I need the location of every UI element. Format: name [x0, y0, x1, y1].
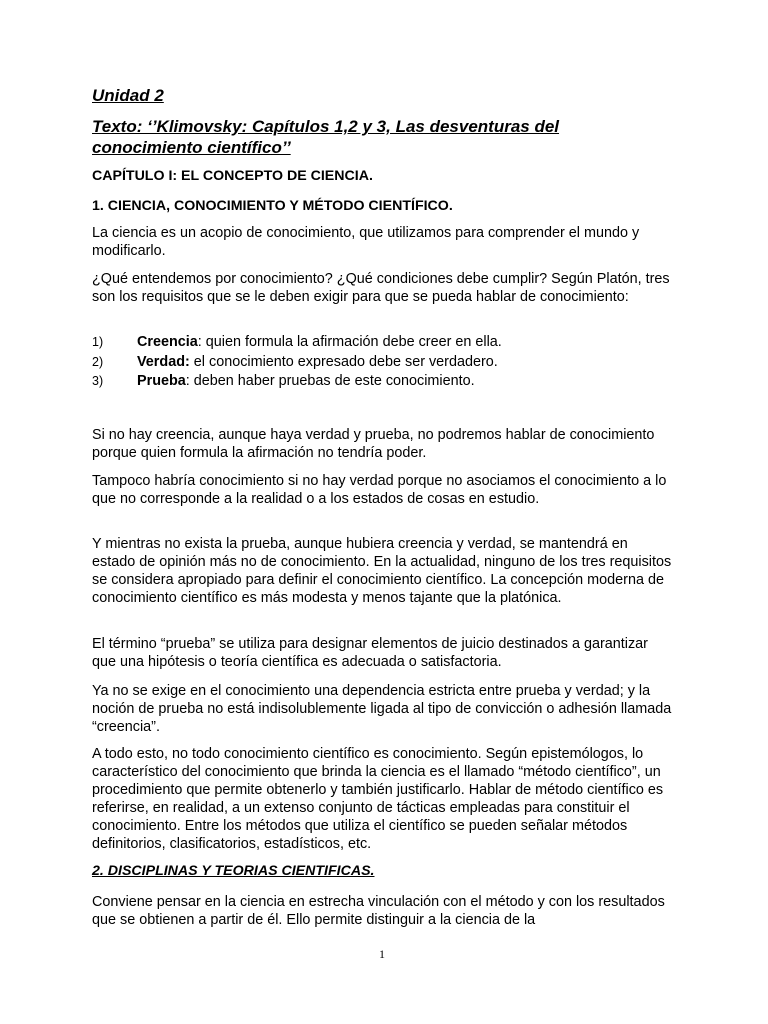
paragraph-prueba: Y mientras no exista la prueba, aunque hubiera creencia y verdad, se mantendrá en estado de opinión más no de conocimiento. En la actualidad, ninguno de los tres requisitos se considera apropiado para definir el conocimiento científico. La concepción moderna de conocimiento científico es más modesta y menos tajante que la platónica. [92, 536, 672, 606]
requirement-term: Creencia [137, 334, 198, 350]
requirement-text: : quien formula la afirmación debe creer en ella. [197, 334, 502, 350]
paragraph-dependencia: Ya no se exige en el conocimiento una dependencia estricta entre prueba y verdad; y la noción de prueba no está indisolublemente ligada al tipo de convicción o adhesión llamada “creencia”. [92, 683, 672, 735]
paragraph-termino-prueba: El término “prueba” se utiliza para designar elementos de juicio destinados a garantizar que una hipótesis o teoría científica es adecuada o satisfactoria. [92, 636, 648, 670]
paragraph-metodo-cientifico: A todo esto, no todo conocimiento científico es conocimiento. Según epistemólogos, lo característico del conocimiento que brinda la ciencia es el llamado “método científico”, un procedimiento que permite obtenerlo y también justificarlo. Hablar de método científico es referirse, en realidad, a un extenso conjunto de tácticas empleadas para constituir el conocimiento. Entre los métodos que utiliza el científico se pueden señalar métodos definitorios, clasificatorios, estadísticos, etc. [92, 746, 664, 852]
section2-heading: 2. DISCIPLINAS Y TEORIAS CIENTIFICAS. [92, 863, 375, 879]
list-number: 3) [92, 374, 104, 388]
requirements-list [92, 333, 672, 392]
paragraph-creencia: Si no hay creencia, aunque haya verdad y prueba, no podremos hablar de conocimiento porque quien formula la afirmación no tendría poder. [92, 427, 655, 461]
requirement-text: : deben haber pruebas de este conocimiento. [185, 373, 475, 389]
paragraph-verdad: Tampoco habría conocimiento si no hay verdad porque no asociamos el conocimiento a lo que no corresponde a la realidad o a los estados de cosas en estudio. [92, 473, 667, 507]
list-item [92, 333, 672, 353]
section1-heading: 1. CIENCIA, CONOCIMIENTO Y MÉTODO CIENTÍFICO. [92, 198, 453, 214]
list-item [92, 372, 672, 392]
page-number: 1 [379, 947, 385, 961]
paragraph-disciplinas: Conviene pensar en la ciencia en estrecha vinculación con el método y con los resultados que se obtienen a partir de él. Ello permite distinguir a la ciencia de la [92, 894, 665, 928]
list-number: 2) [92, 354, 104, 369]
unit-title: Unidad 2 [92, 86, 164, 105]
list-item [92, 353, 672, 373]
requirement-text: el conocimiento expresado debe ser verdadero. [189, 353, 498, 370]
requirement-term: Prueba [137, 373, 186, 389]
text-title: Texto: ‘’Klimovsky: Capítulos 1,2 y 3, Las desventuras del conocimiento científico’’ [92, 117, 560, 157]
paragraph-conocimiento-condiciones: ¿Qué entendemos por conocimiento? ¿Qué condiciones debe cumplir? Según Platón, tres son los requisitos que se le deben exigir para que se pueda hablar de conocimiento: [92, 271, 670, 305]
requirement-term: Verdad: [137, 353, 190, 370]
list-number: 1) [92, 335, 104, 349]
paragraph-ciencia-definicion: La ciencia es un acopio de conocimiento, que utilizamos para comprender el mundo y modificarlo. [92, 225, 640, 259]
chapter-heading: CAPÍTULO I: EL CONCEPTO DE CIENCIA. [92, 168, 373, 184]
